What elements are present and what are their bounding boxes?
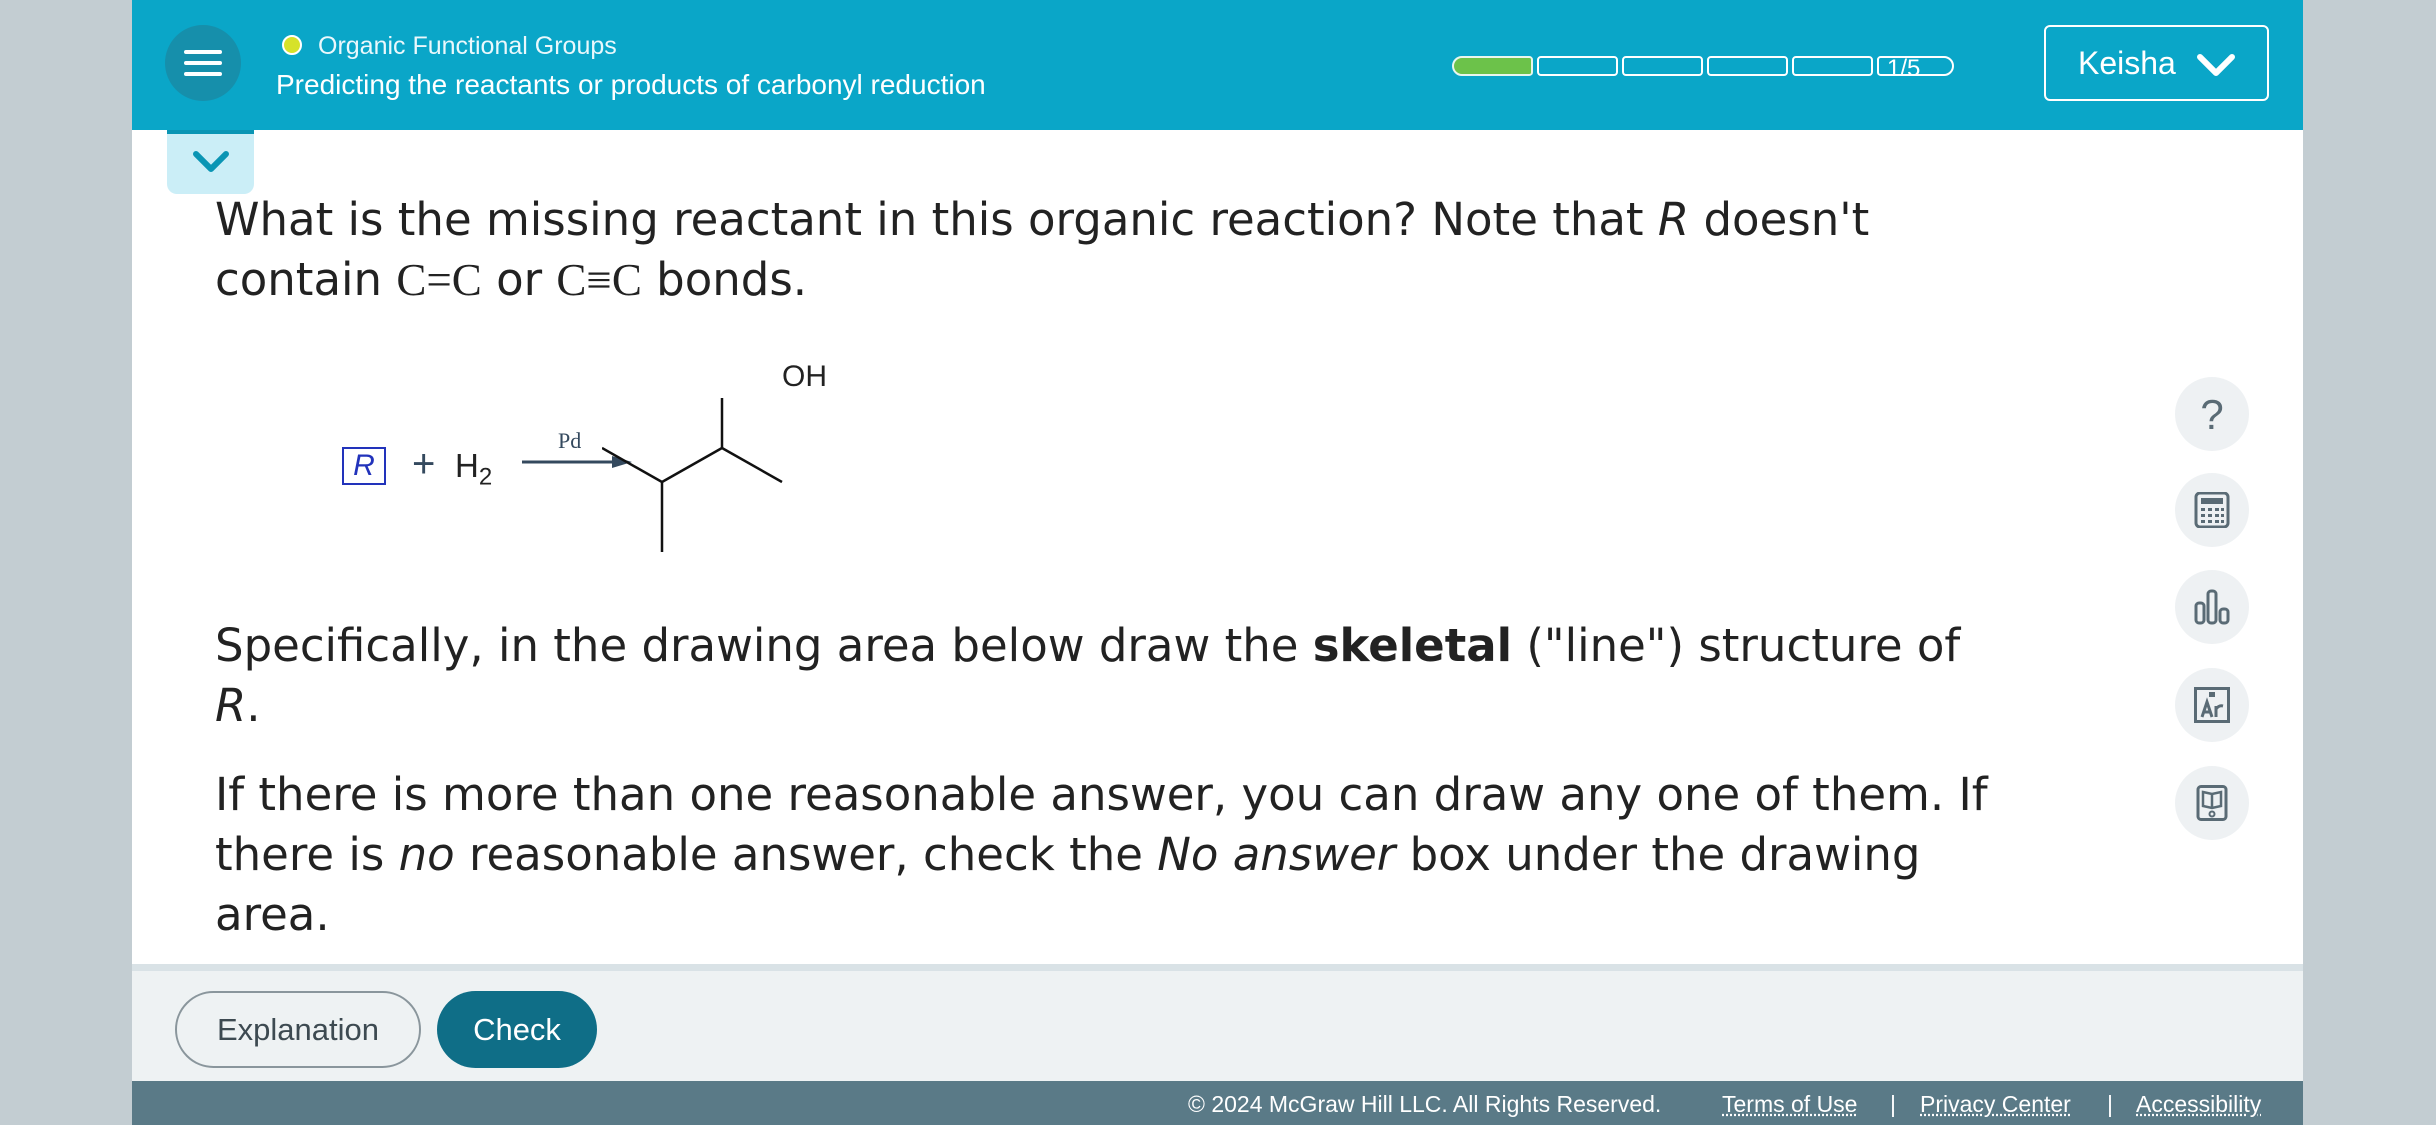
progress-segment — [1537, 56, 1618, 76]
reaction-scheme — [302, 350, 862, 570]
plus-sign: + — [412, 442, 436, 486]
catalyst-label: Pd — [558, 428, 582, 453]
explanation-button[interactable]: Explanation — [175, 991, 421, 1068]
header-bar — [132, 0, 2303, 130]
periodic-table-button[interactable] — [2175, 668, 2249, 742]
lesson-title: Predicting the reactants or products of carbonyl reduction — [276, 69, 986, 100]
instruction-text-line: Specifically, in the drawing area below draw the skeletal ("line") structure of — [215, 619, 1961, 672]
user-name: Keisha — [2078, 45, 2176, 81]
menu-button[interactable] — [165, 25, 241, 101]
triple-bond-formula: C≡C — [556, 255, 642, 305]
calculator-icon — [2194, 492, 2230, 528]
note-text-line: area. — [215, 888, 330, 941]
collapse-header-tab[interactable] — [167, 130, 254, 194]
user-menu-button[interactable] — [2044, 25, 2269, 101]
note-text-line: If there is more than one reasonable answer, you can draw any one of them. If — [215, 768, 1988, 821]
terms-of-use-link[interactable]: Terms of Use — [1722, 1091, 1858, 1117]
calculator-button[interactable] — [2175, 473, 2249, 547]
copyright-text: © 2024 McGraw Hill LLC. All Rights Reserved. — [1188, 1091, 1662, 1117]
note-text-line: there is no reasonable answer, check the No answer box under the drawing — [215, 828, 1921, 881]
menu-icon — [184, 61, 222, 65]
footer-separator: | — [2107, 1091, 2113, 1117]
chart-button[interactable] — [2175, 570, 2249, 644]
progress-segment — [1792, 56, 1873, 76]
chevron-down-icon — [192, 149, 230, 175]
help-button[interactable] — [2175, 377, 2249, 451]
chevron-down-icon — [2196, 51, 2236, 79]
progress-segment — [1707, 56, 1788, 76]
topic-status-dot — [282, 35, 302, 55]
double-bond-formula: C=C — [396, 255, 482, 305]
menu-icon — [184, 72, 222, 76]
progress-count: 1/5 — [1887, 55, 1921, 82]
progress-segment — [1622, 56, 1703, 76]
accessibility-link[interactable]: Accessibility — [2136, 1091, 2262, 1117]
footer-separator: | — [1890, 1091, 1896, 1117]
textbook-button[interactable] — [2175, 766, 2249, 840]
progress-bar — [1452, 56, 1954, 78]
progress-segment — [1452, 56, 1533, 76]
question-mark-icon: ? — [2200, 391, 2224, 438]
app-window — [132, 0, 2303, 1125]
instruction-text-line: R. — [215, 679, 261, 732]
missing-reactant-box[interactable]: R — [342, 447, 386, 485]
footer-bar — [132, 1081, 2303, 1125]
periodic-table-icon — [2194, 687, 2230, 723]
textbook-icon — [2194, 785, 2230, 821]
topic-label: Organic Functional Groups — [318, 32, 617, 60]
menu-icon — [184, 50, 222, 54]
action-bar — [132, 964, 2303, 1081]
check-button[interactable]: Check — [437, 991, 597, 1068]
question-text-line: contain C=C or C≡C bonds. — [215, 253, 808, 306]
chart-icon — [2194, 589, 2230, 625]
privacy-center-link[interactable]: Privacy Center — [1920, 1091, 2071, 1117]
hydrogen-reagent: $H_2$ — [455, 447, 493, 491]
question-text-line: What is the missing reactant in this organic reaction? Note that R doesn't — [215, 193, 1870, 246]
hydroxyl-label: OH — [782, 360, 827, 393]
